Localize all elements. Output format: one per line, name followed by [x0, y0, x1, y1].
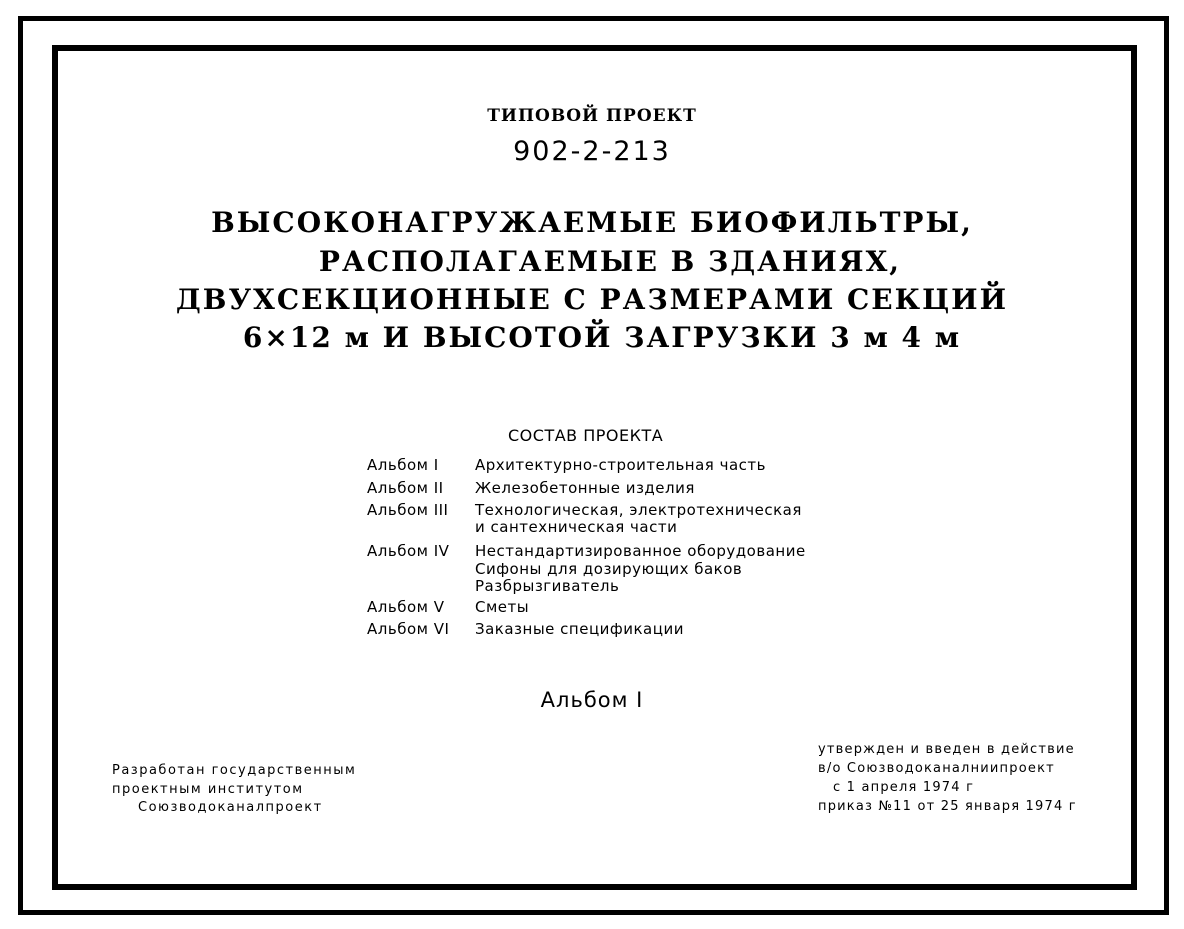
- approval-line-2: в/о Союзводоканалниипроект: [818, 761, 1055, 776]
- approval-line-3: с 1 апреля 1974 г: [833, 780, 975, 795]
- project-type: ТИПОВОЙ ПРОЕКТ: [487, 106, 697, 126]
- album-5-desc: Сметы: [475, 598, 530, 616]
- title-line-2: РАСПОЛАГАЕМЫЕ В ЗДАНИЯХ,: [318, 245, 902, 278]
- album-6-desc: Заказные спецификации: [475, 620, 684, 638]
- developer-line-3: Союзводоканалпроект: [138, 800, 323, 815]
- album-4-desc-line-2: Сифоны для дозирующих баков: [475, 560, 743, 578]
- album-3-desc-line-2: и сантехническая части: [475, 518, 678, 536]
- album-2-label: Альбом II: [367, 479, 444, 497]
- developer-line-1: Разработан государственным: [112, 763, 357, 778]
- album-3-label: Альбом III: [367, 501, 449, 519]
- title-line-3: ДВУХСЕКЦИОННЫЕ С РАЗМЕРАМИ СЕКЦИЙ: [175, 283, 1009, 316]
- album-5-label: Альбом V: [367, 598, 445, 616]
- approval-line-4: приказ №11 от 25 января 1974 г: [818, 799, 1077, 814]
- album-3-desc-line-1: Технологическая, электротехническая: [475, 501, 802, 519]
- album-4-desc-line-3: Разбрызгиватель: [475, 577, 620, 595]
- title-line-4: 6×12 м И ВЫСОТОЙ ЗАГРУЗКИ 3 м 4 м: [242, 321, 962, 354]
- title-line-1: ВЫСОКОНАГРУЖАЕМЫЕ БИОФИЛЬТРЫ,: [211, 206, 973, 239]
- project-number: 902-2-213: [513, 136, 671, 167]
- developer-line-2: проектным институтом: [112, 782, 304, 797]
- contents-heading: СОСТАВ ПРОЕКТА: [508, 426, 664, 445]
- album-1-label: Альбом I: [367, 456, 439, 474]
- album-4-desc-line-1: Нестандартизированное оборудование: [475, 542, 806, 560]
- current-album: Альбом I: [540, 688, 644, 712]
- album-2-desc: Железобетонные изделия: [475, 479, 695, 497]
- album-4-label: Альбом IV: [367, 542, 450, 560]
- album-1-desc: Архитектурно-строительная часть: [475, 456, 766, 474]
- approval-line-1: утвержден и введен в действие: [818, 742, 1075, 757]
- album-6-label: Альбом VI: [367, 620, 450, 638]
